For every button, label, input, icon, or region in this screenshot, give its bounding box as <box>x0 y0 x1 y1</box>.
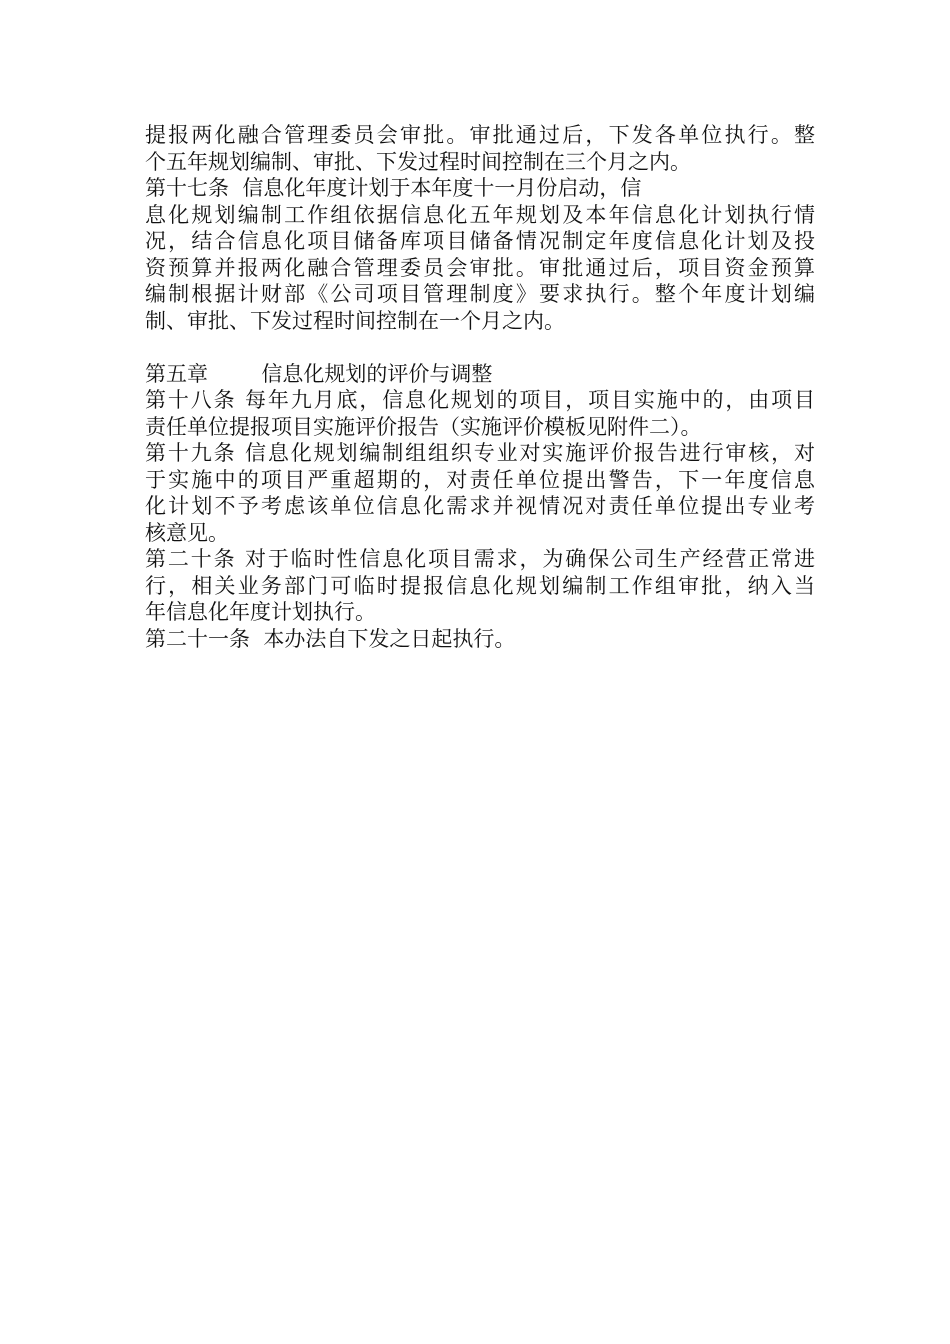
text-line: 第十七条 信息化年度计划于本年度十一月份启动，信 <box>145 176 642 200</box>
text-line: 第十八条 每年九月底，信息化规划的项目，项目实施中的，由项目 <box>145 388 815 412</box>
text-line: 行，相关业务部门可临时提报信息化规划编制工作组审批，纳入当 <box>145 573 815 598</box>
text-line: 提报两化融合管理委员会审批。审批通过后，下发各单位执行。整 <box>145 123 815 147</box>
text-line: 资预算并报两化融合管理委员会审批。审批通过后，项目资金预算 <box>145 255 815 280</box>
chapter-5-heading <box>145 361 815 388</box>
text-line: 责任单位提报项目实施评价报告（实施评价模板见附件二）。 <box>145 414 702 439</box>
text-line: 编制根据计财部《公司项目管理制度》要求执行。整个年度计划编 <box>145 282 815 306</box>
document-body <box>145 122 815 652</box>
article-17 <box>145 175 815 334</box>
article-20 <box>145 546 815 626</box>
text-line: 于实施中的项目严重超期的，对责任单位提出警告，下一年度信息 <box>145 467 815 492</box>
article-21 <box>145 626 815 653</box>
text-line: 个五年规划编制、审批、下发过程时间控制在三个月之内。 <box>145 149 691 174</box>
text-line: 第二十一条 本办法自下发之日起执行。 <box>145 626 516 651</box>
article-19 <box>145 440 815 546</box>
chapter-title: 第五章 信息化规划的评价与调整 <box>145 361 493 386</box>
paragraph-approval-continuation <box>145 122 815 175</box>
text-line: 况，结合信息化项目储备库项目储备情况制定年度信息化计划及投 <box>145 229 815 253</box>
article-18 <box>145 387 815 440</box>
text-line: 息化规划编制工作组依据信息化五年规划及本年信息化计划执行情 <box>145 202 815 227</box>
text-line: 第二十条 对于临时性信息化项目需求，为确保公司生产经营正常进 <box>145 547 815 571</box>
text-line: 年信息化年度计划执行。 <box>145 600 376 624</box>
text-line: 第十九条 信息化规划编制组组织专业对实施评价报告进行审核，对 <box>145 441 815 465</box>
text-line: 制、审批、下发过程时间控制在一个月之内。 <box>145 308 565 333</box>
text-line: 化计划不予考虑该单位信息化需求并视情况对责任单位提出专业考 <box>145 494 815 518</box>
text-line: 核意见。 <box>145 520 229 545</box>
blank-line <box>145 334 815 361</box>
